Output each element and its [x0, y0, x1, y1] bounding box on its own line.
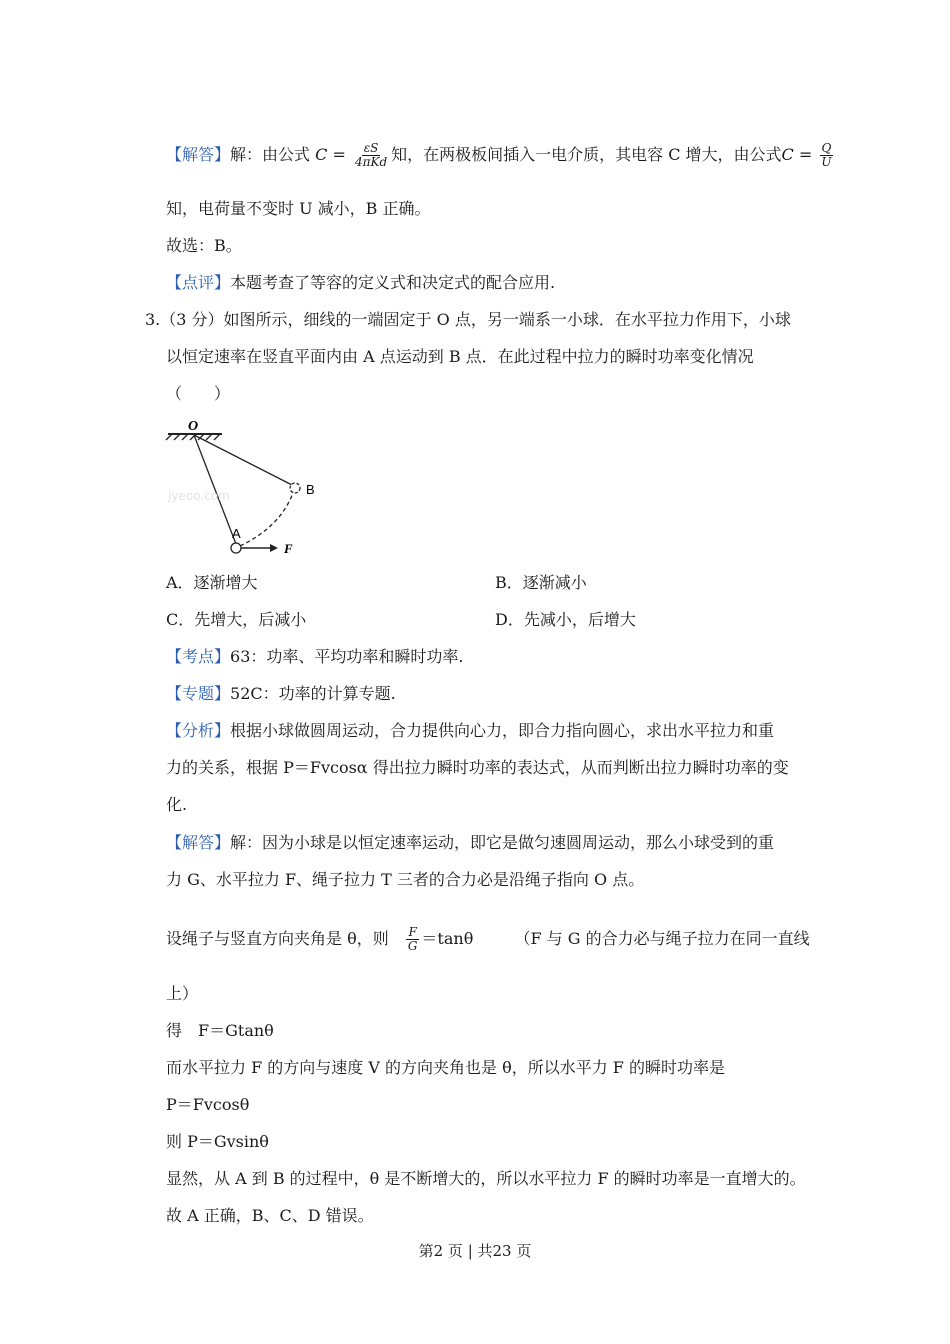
answer-text-b: 知，在两极板间插入一电介质，其电容 C 增大，由公式 — [391, 145, 782, 164]
answer-line-2: 知，电荷量不变时 U 减小，B 正确。 — [166, 199, 431, 218]
solution-line-4: 上） — [166, 984, 199, 1003]
ball-b — [290, 483, 300, 493]
label-a: A — [232, 526, 241, 541]
analysis-line-1 — [166, 720, 774, 742]
zhuanti-text: 52C：功率的计算专题. — [230, 684, 396, 703]
analysis-line-2: 力的关系，根据 P＝Fvcosα 得出拉力瞬时功率的表达式，从而判断出拉力瞬时功率的变 — [166, 758, 789, 777]
formula-1-denominator: 4πKd — [354, 155, 388, 169]
label-o: O — [188, 419, 199, 434]
question-line-1: 3.（3 分）如图所示，细线的一端固定于 O 点，另一端系一小球．在水平拉力作用下，小球 — [145, 310, 791, 329]
string-to-b — [194, 435, 294, 486]
solution-line-2: 力 G、水平拉力 F、绳子拉力 T 三者的合力必是沿绳子指向 O 点。 — [166, 870, 645, 889]
page-footer: 第2 页 | 共23 页 — [418, 1242, 532, 1260]
kaodian-text: 63：功率、平均功率和瞬时功率. — [230, 647, 464, 666]
force-arrow-head — [270, 544, 278, 552]
analysis-line-3: 化. — [166, 795, 188, 814]
answer-line-3: 故选：B。 — [166, 236, 242, 255]
solution-line-8: 则 P＝Gvsinθ — [166, 1132, 269, 1151]
fraction-numerator: F — [408, 925, 417, 939]
question-line-2: 以恒定速率在竖直平面内由 A 点运动到 B 点．在此过程中拉力的瞬时功率变化情况 — [166, 347, 754, 366]
solution-line-9: 显然，从 A 到 B 的过程中，θ 是不断增大的，所以水平拉力 F 的瞬时功率是一直增大的。 — [166, 1169, 806, 1188]
solution-line-3 — [166, 926, 810, 953]
option-b: B．逐渐减小 — [495, 573, 587, 592]
analysis-tag: 【分析】 — [166, 721, 231, 740]
formula-2-fraction — [819, 142, 833, 169]
formula-2-numerator: Q — [821, 141, 832, 155]
trajectory-arc — [240, 490, 294, 546]
f-over-g-fraction — [406, 926, 420, 953]
option-d: D．先减小，后增大 — [495, 610, 636, 629]
comment-text: 本题考查了等容的定义式和决定式的配合应用. — [230, 273, 556, 292]
solution-tag: 【解答】 — [166, 833, 231, 852]
label-b: B — [306, 482, 315, 497]
solution-text-3b: ＝tanθ — [421, 929, 474, 948]
formula-1-numerator: εS — [363, 141, 379, 155]
formula-2-lhs: C = — [781, 145, 813, 164]
comment-line — [166, 272, 555, 294]
comment-tag: 【点评】 — [166, 273, 231, 292]
fraction-denominator: G — [407, 939, 418, 953]
label-f: F — [284, 541, 293, 556]
question-line-3: （ ） — [166, 384, 231, 403]
solution-line-1 — [166, 832, 774, 854]
formula-2-denominator: U — [821, 155, 832, 169]
zhuanti-line — [166, 683, 396, 705]
answer-text-a: 解：由公式 — [230, 145, 311, 164]
option-a: A．逐渐增大 — [166, 573, 258, 592]
answer-tag: 【解答】 — [166, 145, 231, 164]
kaodian-line — [166, 646, 463, 668]
solution-line-7: P＝Fvcosθ — [166, 1095, 250, 1114]
solution-text-3c: （F 与 G 的合力必与绳子拉力在同一直线 — [514, 929, 810, 948]
ball-a — [231, 543, 241, 553]
solution-line-6: 而水平拉力 F 的方向与速度 V 的方向夹角也是 θ，所以水平力 F 的瞬时功率是 — [166, 1058, 725, 1077]
formula-1-fraction — [353, 142, 389, 169]
option-c: C．先增大，后减小 — [166, 610, 307, 629]
solution-text-1: 解：因为小球是以恒定速率运动，即它是做匀速圆周运动，那么小球受到的重 — [230, 833, 775, 852]
pendulum-diagram — [160, 418, 340, 563]
zhuanti-tag: 【专题】 — [166, 684, 231, 703]
pendulum-figure — [160, 418, 340, 567]
solution-line-5: 得 F＝Gtanθ — [166, 1021, 274, 1040]
kaodian-tag: 【考点】 — [166, 647, 231, 666]
solution-text-3a: 设绳子与竖直方向夹角是 θ，则 — [166, 929, 389, 948]
formula-1-lhs: C = — [315, 145, 346, 164]
watermark: jyeoo.com — [168, 489, 230, 503]
solution-line-10: 故 A 正确，B、C、D 错误。 — [166, 1206, 374, 1225]
analysis-text-1: 根据小球做圆周运动，合力提供向心力，即合力指向圆心，求出水平拉力和重 — [230, 721, 775, 740]
answer-line-1 — [166, 142, 836, 169]
